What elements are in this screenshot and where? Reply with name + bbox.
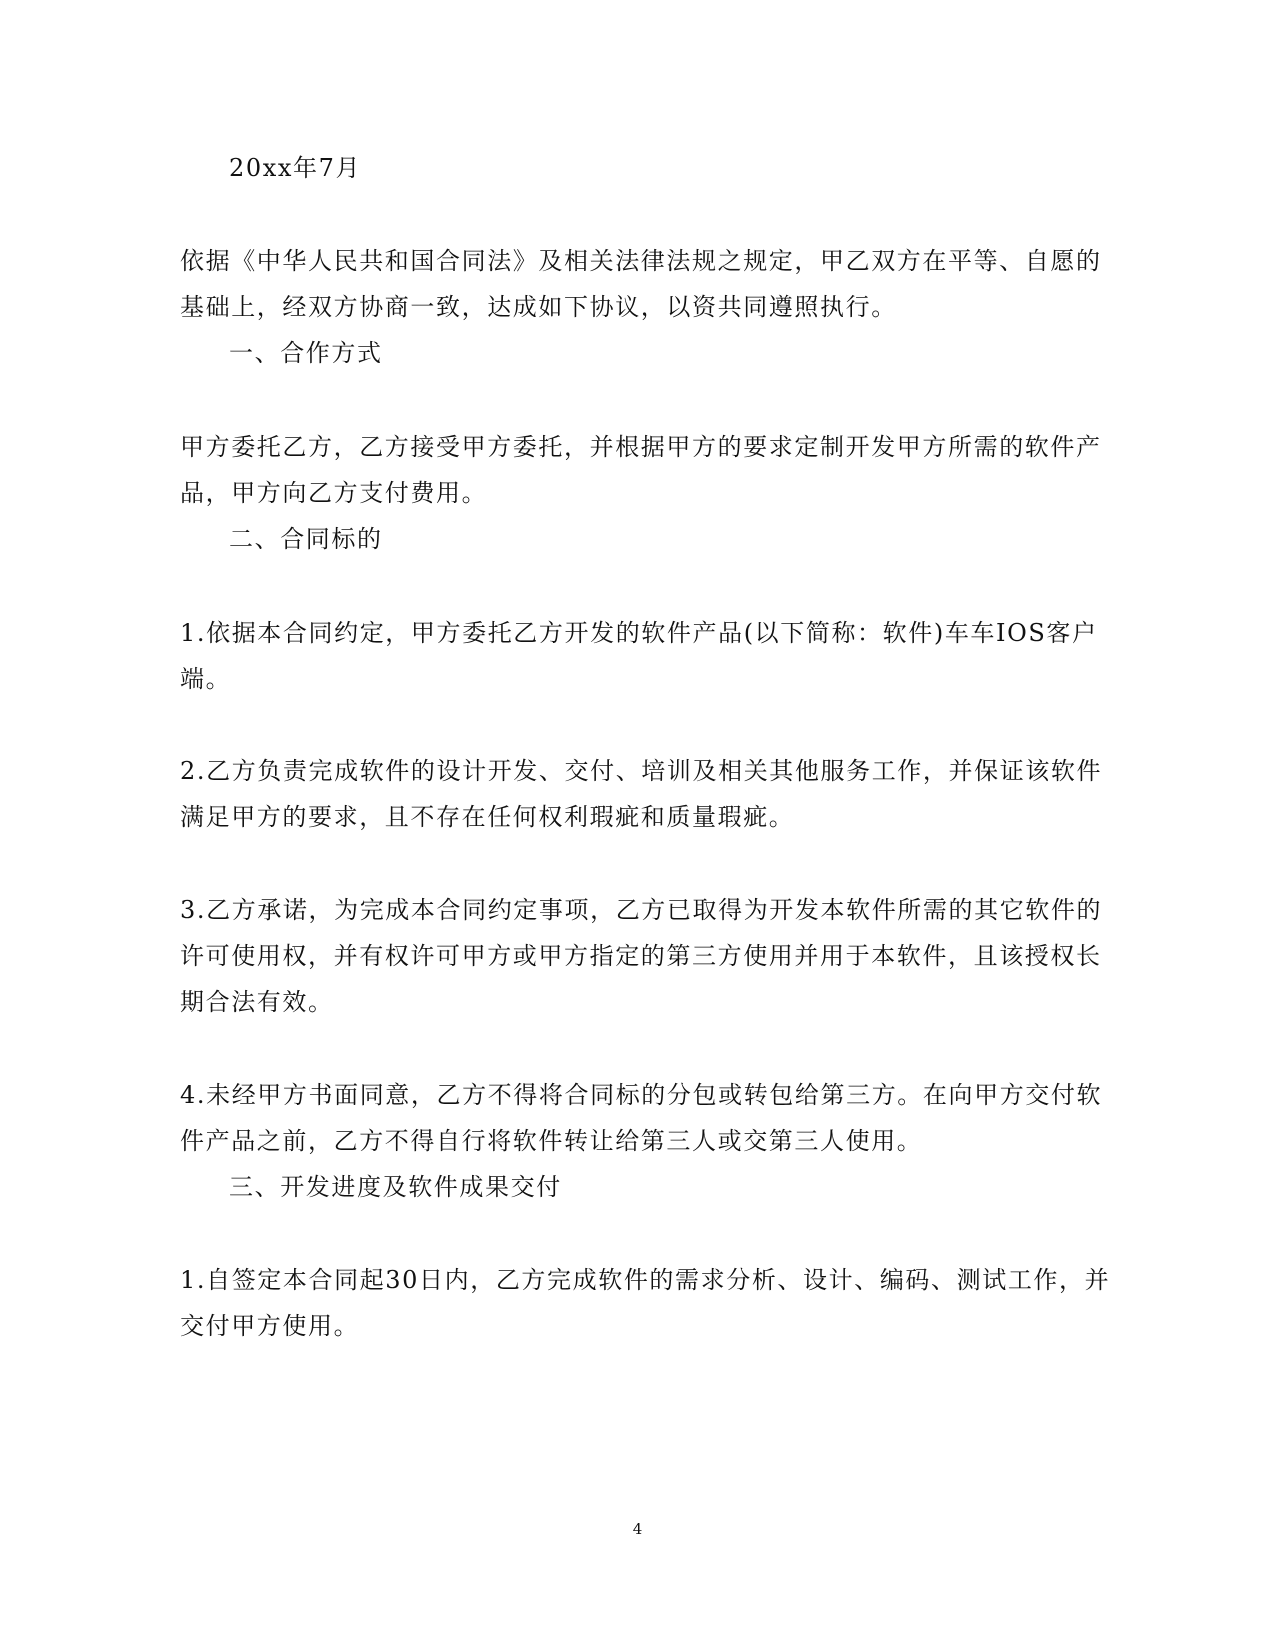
date-line: 20xx年7月 — [229, 154, 362, 182]
subject-item1-line-2: 端。 — [180, 665, 232, 693]
subject-item4-line-2: 件产品之前，乙方不得自行将软件转让给第三人或交第三人使用。 — [180, 1127, 923, 1155]
subject-item2-line-2: 满足甲方的要求，且不存在任何权利瑕疵和质量瑕疵。 — [180, 803, 795, 831]
page-number: 4 — [632, 1520, 643, 1538]
subject-item4-line-1: 4.未经甲方书面同意，乙方不得将合同标的分包或转包给第三方。在向甲方交付软 — [180, 1081, 1103, 1109]
subject-item1-line-1: 1.依据本合同约定，甲方委托乙方开发的软件产品(以下简称：软件)车车IOS客户 — [180, 619, 1098, 647]
delivery-item1-line-2: 交付甲方使用。 — [180, 1312, 360, 1340]
intro-line-2: 基础上，经双方协商一致，达成如下协议，以资共同遵照执行。 — [180, 293, 897, 321]
section-heading-delivery: 三、开发进度及软件成果交付 — [229, 1173, 562, 1201]
section-heading-subject: 二、合同标的 — [229, 525, 383, 553]
delivery-item1-line-1: 1.自签定本合同起30日内，乙方完成软件的需求分析、设计、编码、测试工作，并 — [180, 1266, 1111, 1294]
intro-line-1: 依据《中华人民共和国合同法》及相关法律法规之规定，甲乙双方在平等、自愿的 — [180, 247, 1102, 275]
section1-line-2: 品，甲方向乙方支付费用。 — [180, 479, 488, 507]
subject-item2-line-1: 2.乙方负责完成软件的设计开发、交付、培训及相关其他服务工作，并保证该软件 — [180, 757, 1103, 785]
subject-item3-line-3: 期合法有效。 — [180, 988, 334, 1016]
subject-item3-line-2: 许可使用权，并有权许可甲方或甲方指定的第三方使用并用于本软件，且该授权长 — [180, 942, 1102, 970]
subject-item3-line-1: 3.乙方承诺，为完成本合同约定事项，乙方已取得为开发本软件所需的其它软件的 — [180, 896, 1103, 924]
section1-line-1: 甲方委托乙方，乙方接受甲方委托，并根据甲方的要求定制开发甲方所需的软件产 — [180, 433, 1102, 461]
section-heading-cooperation: 一、合作方式 — [229, 339, 383, 367]
